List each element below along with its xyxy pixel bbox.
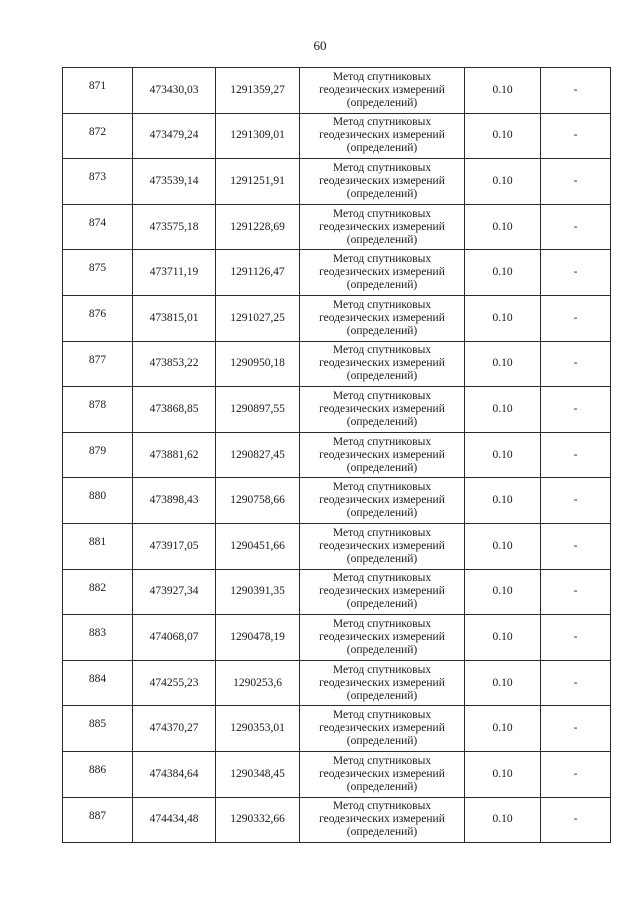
method-text-line: Метод спутниковых: [332, 70, 432, 83]
method-text-line: Метод спутниковых: [332, 800, 432, 813]
accuracy-cell: 0.10: [465, 250, 541, 296]
method-text-line: Метод спутниковых: [332, 116, 432, 129]
coordinates-table-body: [63, 68, 611, 843]
note-cell: -: [541, 569, 611, 615]
method-text-line: Метод спутниковых: [332, 526, 432, 539]
point-number-cell: 878: [63, 387, 133, 433]
method-text-line: геодезических измерений: [319, 676, 445, 689]
method-text-line: (определений): [346, 780, 418, 793]
point-number-cell: 885: [63, 706, 133, 752]
x-coordinate-cell: 474255,23: [133, 660, 216, 706]
table-row: [63, 478, 611, 524]
method-text-line: геодезических измерений: [319, 767, 445, 780]
y-coordinate-cell: 1291309,01: [216, 113, 300, 159]
accuracy-cell: 0.10: [465, 432, 541, 478]
method-text-line: геодезических измерений: [319, 539, 445, 552]
method-text-line: (определений): [346, 324, 418, 337]
method-text-line: Метод спутниковых: [332, 617, 432, 630]
point-number-cell: 873: [63, 159, 133, 205]
table-row: [63, 432, 611, 478]
note-cell: -: [541, 250, 611, 296]
note-cell: -: [541, 660, 611, 706]
y-coordinate-cell: 1291126,47: [216, 250, 300, 296]
accuracy-cell: 0.10: [465, 159, 541, 205]
y-coordinate-cell: 1290391,35: [216, 569, 300, 615]
method-text-line: (определений): [346, 826, 418, 839]
method-text-line: (определений): [346, 279, 418, 292]
accuracy-cell: 0.10: [465, 569, 541, 615]
table-row: [63, 113, 611, 159]
point-number-cell: 876: [63, 295, 133, 341]
method-text-line: (определений): [346, 96, 418, 109]
table-row: [63, 341, 611, 387]
method-text-line: Метод спутниковых: [332, 161, 432, 174]
y-coordinate-cell: 1291027,25: [216, 295, 300, 341]
y-coordinate-cell: 1290253,6: [216, 660, 300, 706]
method-text-line: (определений): [346, 552, 418, 565]
method-text-line: (определений): [346, 507, 418, 520]
method-text-line: Метод спутниковых: [332, 253, 432, 266]
x-coordinate-cell: 473711,19: [133, 250, 216, 296]
point-number-cell: 882: [63, 569, 133, 615]
method-text-line: геодезических измерений: [319, 220, 445, 233]
method-cell: [300, 250, 465, 296]
point-number-cell: 879: [63, 432, 133, 478]
method-text-line: Метод спутниковых: [332, 481, 432, 494]
note-cell: -: [541, 432, 611, 478]
point-number-cell: 883: [63, 615, 133, 661]
method-text-line: Метод спутниковых: [332, 389, 432, 402]
y-coordinate-cell: 1290478,19: [216, 615, 300, 661]
method-cell: [300, 615, 465, 661]
method-cell: [300, 68, 465, 114]
x-coordinate-cell: 474370,27: [133, 706, 216, 752]
method-cell: [300, 159, 465, 205]
method-text-line: Метод спутниковых: [332, 207, 432, 220]
method-text-line: (определений): [346, 233, 418, 246]
method-text-line: геодезических измерений: [319, 174, 445, 187]
table-row: [63, 751, 611, 797]
method-cell: [300, 797, 465, 843]
method-text-line: геодезических измерений: [319, 357, 445, 370]
method-text-line: Метод спутниковых: [332, 663, 432, 676]
table-row: [63, 250, 611, 296]
method-text-line: геодезических измерений: [319, 266, 445, 279]
x-coordinate-cell: 474384,64: [133, 751, 216, 797]
page-number: 60: [313, 38, 327, 53]
point-number-cell: 881: [63, 523, 133, 569]
method-text-line: геодезических измерений: [319, 448, 445, 461]
x-coordinate-cell: 474434,48: [133, 797, 216, 843]
method-text-line: Метод спутниковых: [332, 298, 432, 311]
accuracy-cell: 0.10: [465, 204, 541, 250]
method-text-line: геодезических измерений: [319, 402, 445, 415]
x-coordinate-cell: 474068,07: [133, 615, 216, 661]
method-text-line: (определений): [346, 735, 418, 748]
x-coordinate-cell: 473927,34: [133, 569, 216, 615]
accuracy-cell: 0.10: [465, 341, 541, 387]
point-number-cell: 884: [63, 660, 133, 706]
x-coordinate-cell: 473479,24: [133, 113, 216, 159]
y-coordinate-cell: 1291251,91: [216, 159, 300, 205]
table-row: [63, 660, 611, 706]
method-text-line: (определений): [346, 187, 418, 200]
method-text-line: (определений): [346, 370, 418, 383]
note-cell: -: [541, 159, 611, 205]
point-number-cell: 871: [63, 68, 133, 114]
table-row: [63, 569, 611, 615]
method-cell: [300, 478, 465, 524]
accuracy-cell: 0.10: [465, 295, 541, 341]
method-text-line: геодезических измерений: [319, 83, 445, 96]
y-coordinate-cell: 1290897,55: [216, 387, 300, 433]
note-cell: -: [541, 68, 611, 114]
x-coordinate-cell: 473575,18: [133, 204, 216, 250]
accuracy-cell: 0.10: [465, 615, 541, 661]
method-cell: [300, 204, 465, 250]
method-text-line: геодезических измерений: [319, 494, 445, 507]
note-cell: -: [541, 295, 611, 341]
x-coordinate-cell: 473815,01: [133, 295, 216, 341]
point-number-cell: 887: [63, 797, 133, 843]
method-text-line: Метод спутниковых: [332, 435, 432, 448]
accuracy-cell: 0.10: [465, 113, 541, 159]
point-number-cell: 877: [63, 341, 133, 387]
method-text-line: геодезических измерений: [319, 813, 445, 826]
note-cell: -: [541, 113, 611, 159]
accuracy-cell: 0.10: [465, 797, 541, 843]
y-coordinate-cell: 1290348,45: [216, 751, 300, 797]
method-cell: [300, 432, 465, 478]
point-number-cell: 874: [63, 204, 133, 250]
note-cell: -: [541, 387, 611, 433]
point-number-cell: 886: [63, 751, 133, 797]
method-cell: [300, 295, 465, 341]
y-coordinate-cell: 1290332,66: [216, 797, 300, 843]
method-text-line: (определений): [346, 461, 418, 474]
method-cell: [300, 569, 465, 615]
y-coordinate-cell: 1291228,69: [216, 204, 300, 250]
y-coordinate-cell: 1290827,45: [216, 432, 300, 478]
x-coordinate-cell: 473917,05: [133, 523, 216, 569]
table-row: [63, 523, 611, 569]
y-coordinate-cell: 1290950,18: [216, 341, 300, 387]
note-cell: -: [541, 341, 611, 387]
y-coordinate-cell: 1290758,66: [216, 478, 300, 524]
method-cell: [300, 706, 465, 752]
x-coordinate-cell: 473881,62: [133, 432, 216, 478]
method-text-line: (определений): [346, 643, 418, 656]
method-text-line: (определений): [346, 142, 418, 155]
note-cell: -: [541, 204, 611, 250]
x-coordinate-cell: 473868,85: [133, 387, 216, 433]
table-row: [63, 797, 611, 843]
method-cell: [300, 387, 465, 433]
method-text-line: (определений): [346, 689, 418, 702]
y-coordinate-cell: 1290451,66: [216, 523, 300, 569]
x-coordinate-cell: 473898,43: [133, 478, 216, 524]
note-cell: -: [541, 706, 611, 752]
method-text-line: Метод спутниковых: [332, 572, 432, 585]
table-row: [63, 159, 611, 205]
table-row: [63, 387, 611, 433]
x-coordinate-cell: 473853,22: [133, 341, 216, 387]
table-row: [63, 706, 611, 752]
method-text-line: (определений): [346, 598, 418, 611]
accuracy-cell: 0.10: [465, 523, 541, 569]
point-number-cell: 875: [63, 250, 133, 296]
method-text-line: геодезических измерений: [319, 630, 445, 643]
table-row: [63, 295, 611, 341]
table-row: [63, 615, 611, 661]
note-cell: -: [541, 615, 611, 661]
x-coordinate-cell: 473539,14: [133, 159, 216, 205]
method-cell: [300, 523, 465, 569]
note-cell: -: [541, 751, 611, 797]
table-row: [63, 204, 611, 250]
method-text-line: геодезических измерений: [319, 585, 445, 598]
method-text-line: геодезических измерений: [319, 311, 445, 324]
note-cell: -: [541, 523, 611, 569]
method-text-line: Метод спутниковых: [332, 754, 432, 767]
point-number-cell: 872: [63, 113, 133, 159]
method-cell: [300, 751, 465, 797]
accuracy-cell: 0.10: [465, 706, 541, 752]
method-text-line: Метод спутниковых: [332, 709, 432, 722]
coordinates-table: [62, 67, 611, 843]
accuracy-cell: 0.10: [465, 751, 541, 797]
note-cell: -: [541, 478, 611, 524]
method-cell: [300, 113, 465, 159]
method-text-line: геодезических измерений: [319, 129, 445, 142]
accuracy-cell: 0.10: [465, 478, 541, 524]
x-coordinate-cell: 473430,03: [133, 68, 216, 114]
table-row: [63, 68, 611, 114]
y-coordinate-cell: 1290353,01: [216, 706, 300, 752]
accuracy-cell: 0.10: [465, 660, 541, 706]
note-cell: -: [541, 797, 611, 843]
method-cell: [300, 660, 465, 706]
accuracy-cell: 0.10: [465, 387, 541, 433]
method-text-line: Метод спутниковых: [332, 344, 432, 357]
y-coordinate-cell: 1291359,27: [216, 68, 300, 114]
accuracy-cell: 0.10: [465, 68, 541, 114]
point-number-cell: 880: [63, 478, 133, 524]
method-text-line: геодезических измерений: [319, 722, 445, 735]
method-cell: [300, 341, 465, 387]
method-text-line: (определений): [346, 415, 418, 428]
